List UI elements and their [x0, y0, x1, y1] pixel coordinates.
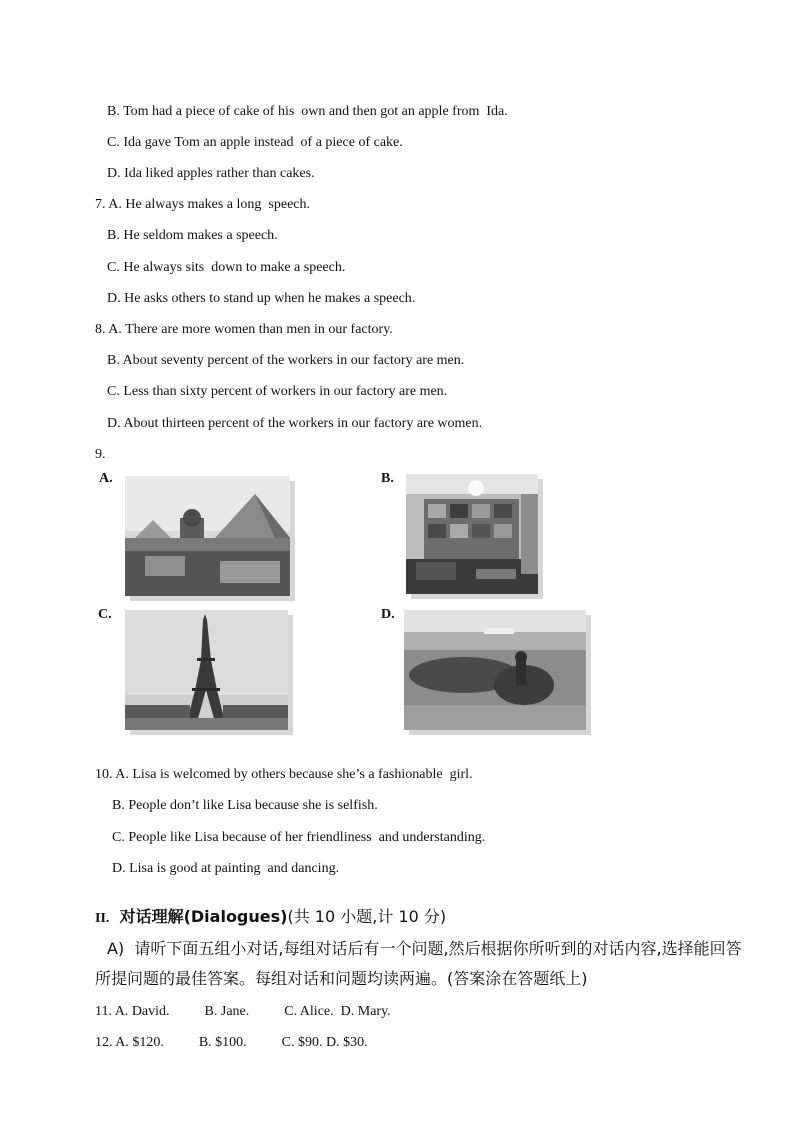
- section-2-score: (共 10 小题,计 10 分): [287, 907, 447, 926]
- q9-label-b: B.: [381, 471, 394, 486]
- q8-option-d: D. About thirteen percent of the workers in our factory are women.: [107, 416, 483, 431]
- q9-image-a-pyramids[interactable]: [125, 476, 290, 596]
- q8-option-b: B. About seventy percent of the workers in our factory are men.: [107, 353, 465, 368]
- farm-field-image: [404, 610, 586, 730]
- q8-option-c: C. Less than sixty percent of workers in our factory are men.: [107, 384, 448, 399]
- q10-option-a: 10. A. Lisa is welcomed by others because she’s a fashionable girl.: [95, 767, 473, 782]
- q9-label-c: C.: [98, 607, 112, 622]
- q10-option-c: C. People like Lisa because of her friendliness and understanding.: [112, 830, 486, 845]
- q9-label-d: D.: [381, 607, 395, 622]
- section-2-instruction-line-2: 所提问题的最佳答案。每组对话和问题均读两遍。(答案涂在答题纸上): [95, 969, 588, 988]
- q11-options: 11. A. David. B. Jane. C. Alice. D. Mary.: [95, 1004, 391, 1019]
- pyramids-sphinx-image: [125, 476, 290, 596]
- q7-option-a: 7. A. He always makes a long speech.: [95, 197, 310, 212]
- q9-label-a: A.: [99, 471, 113, 486]
- section-2-title: 对话理解(Dialogues): [119, 907, 288, 926]
- q9-image-c-eiffel-tower[interactable]: [125, 610, 288, 730]
- living-room-image: [406, 474, 538, 594]
- q10-option-d: D. Lisa is good at painting and dancing.: [112, 861, 340, 876]
- q9-image-d-field[interactable]: [404, 610, 586, 730]
- q6-option-d: D. Ida liked apples rather than cakes.: [107, 166, 315, 181]
- q7-option-d: D. He asks others to stand up when he makes a speech.: [107, 291, 416, 306]
- q9-number: 9.: [95, 447, 106, 462]
- eiffel-tower-image: [125, 610, 288, 730]
- q12-options: 12. A. $120. B. $100. C. $90. D. $30.: [95, 1035, 368, 1050]
- section-2-instruction-line-1: A) 请听下面五组小对话,每组对话后有一个问题,然后根据你所听到的对话内容,选择能回答: [107, 939, 742, 958]
- section-2-roman: II.: [95, 911, 110, 926]
- section-2-heading: [95, 907, 446, 929]
- q10-option-b: B. People don’t like Lisa because she is selfish.: [112, 798, 378, 813]
- q7-option-c: C. He always sits down to make a speech.: [107, 260, 346, 275]
- q6-option-b: B. Tom had a piece of cake of his own and then got an apple from Ida.: [107, 104, 508, 119]
- q6-option-c: C. Ida gave Tom an apple instead of a piece of cake.: [107, 135, 403, 150]
- q7-option-b: B. He seldom makes a speech.: [107, 228, 278, 243]
- q8-option-a: 8. A. There are more women than men in our factory.: [95, 322, 393, 337]
- q9-image-b-living-room[interactable]: [406, 474, 538, 594]
